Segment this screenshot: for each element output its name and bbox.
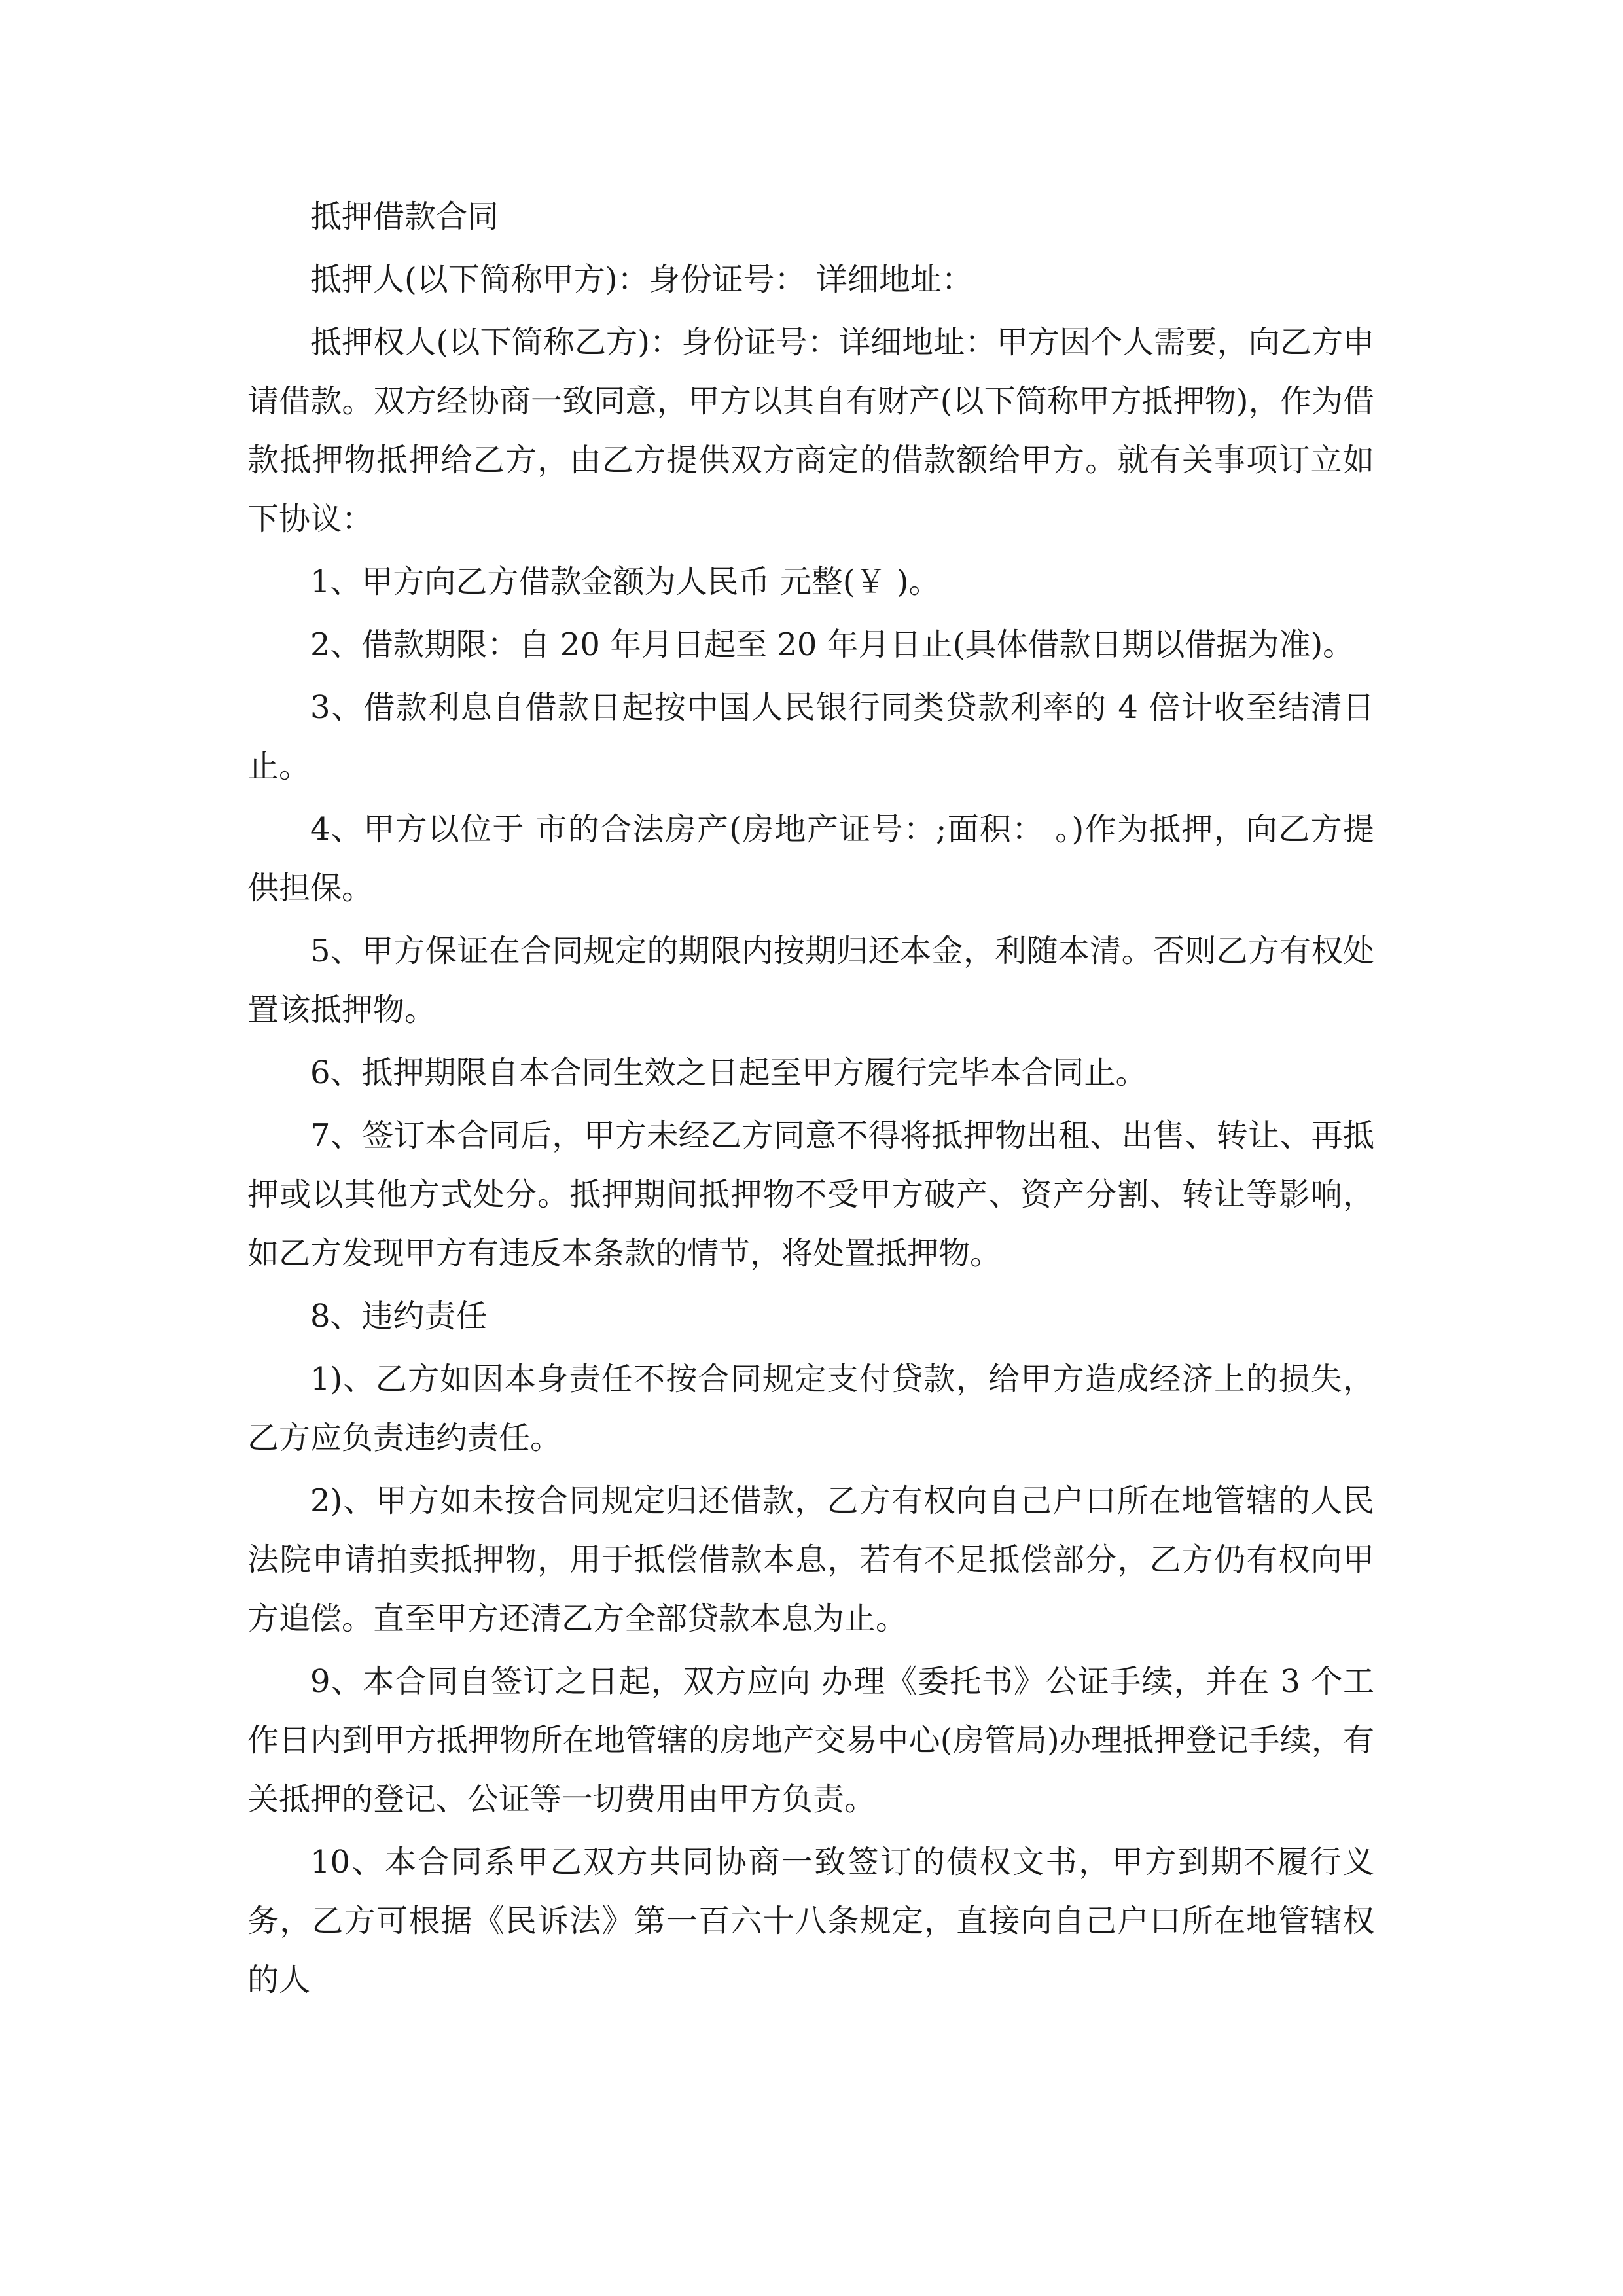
clause-9-notarization: 9、本合同自签订之日起，双方应向 办理《委托书》公证手续，并在 3 个工作日内到甲方抵押物所在地管辖的房地产交易中心(房管局)办理抵押登记手续，有关抵押的登记、公证等一切费用由甲方负责。 bbox=[247, 1663, 1374, 1818]
clause-6-mortgage-term: 6、抵押期限自本合同生效之日起至甲方履行完毕本合同止。 bbox=[310, 1054, 1147, 1091]
document-title: 抵押借款合同 bbox=[310, 198, 499, 235]
document-body bbox=[247, 187, 1374, 2013]
party-a-line: 抵押人(以下简称甲方)：身份证号： 详细地址： bbox=[310, 261, 973, 298]
clause-7-restrictions: 7、签订本合同后，甲方未经乙方同意不得将抵押物出租、出售、转让、再抵押或以其他方式处分。抵押期间抵押物不受甲方破产、资产分割、转让等影响，如乙方发现甲方有违反本条款的情节，将处置抵押物。 bbox=[247, 1117, 1374, 1272]
clause-10-enforcement: 10、本合同系甲乙双方共同协商一致签订的债权文书，甲方到期不履行义务，乙方可根据《民诉法》第一百六十八条规定，直接向自己户口所在地管辖权的人 bbox=[247, 1844, 1374, 1998]
clause-1-loan-amount: 1、甲方向乙方借款金额为人民币 元整(￥ )。 bbox=[310, 564, 940, 600]
clause-2-loan-term: 2、借款期限：自 20 年月日起至 20 年月日止(具体借款日期以借据为准)。 bbox=[310, 626, 1355, 663]
clause-5-repayment: 5、甲方保证在合同规定的期限内按期归还本金，利随本清。否则乙方有权处置该抵押物。 bbox=[247, 933, 1374, 1028]
clause-4-collateral: 4、甲方以位于 市的合法房产(房地产证号：;面积： 。)作为抵押，向乙方提供担保。 bbox=[247, 811, 1374, 906]
party-b-intro-paragraph: 抵押权人(以下简称乙方)：身份证号：详细地址：甲方因个人需要，向乙方申请借款。双方经协商一致同意，甲方以其自有财产(以下简称甲方抵押物)，作为借款抵押物抵押给乙方，由乙方提供双方商定的借款额给甲方。就有关事项订立如下协议： bbox=[247, 324, 1374, 537]
clause-8-heading: 8、违约责任 bbox=[310, 1298, 488, 1335]
clause-8-2-party-a-liability: 2)、甲方如未按合同规定归还借款，乙方有权向自己户口所在地管辖的人民法院申请拍卖抵押物，用于抵偿借款本息，若有不足抵偿部分，乙方仍有权向甲方追偿。直至甲方还清乙方全部贷款本息为止。 bbox=[247, 1482, 1374, 1637]
clause-3-interest: 3、借款利息自借款日起按中国人民银行同类贷款利率的 4 倍计收至结清日止。 bbox=[247, 689, 1374, 785]
clause-8-1-party-b-liability: 1)、乙方如因本身责任不按合同规定支付贷款，给甲方造成经济上的损失，乙方应负责违约责任。 bbox=[247, 1361, 1374, 1456]
